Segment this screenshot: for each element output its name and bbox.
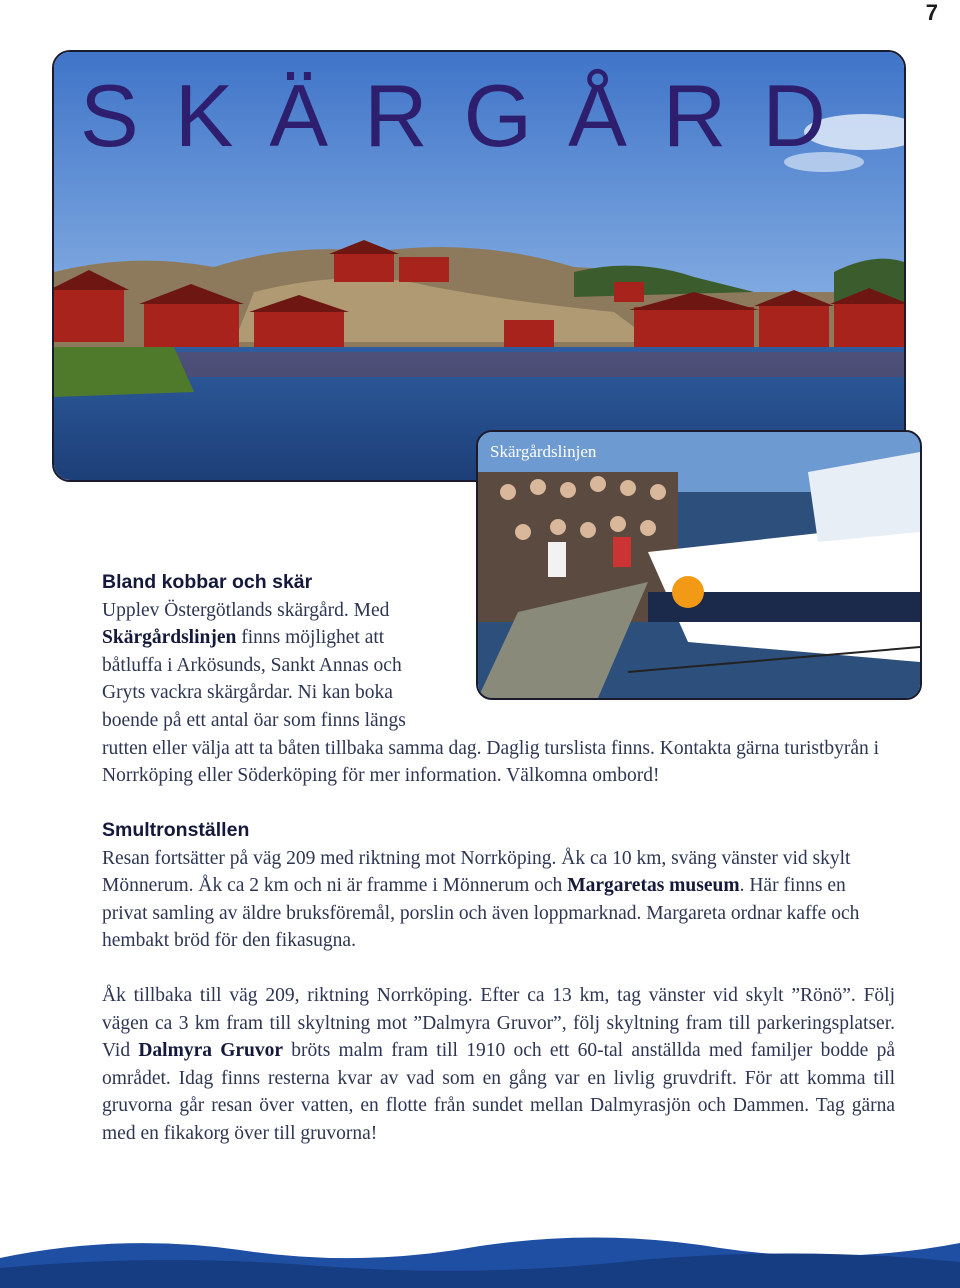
section1-line4: Gryts vackra skärgårdar. Ni kan boka xyxy=(102,682,393,704)
hero-title: SKÄRGÅRD xyxy=(80,66,862,165)
section2-text2: . Här finns en privat samling av äldre bruksföremål, porslin och även loppmarknad. Margareta ordnar kaffe och hembakt bröd för den fikasugna. xyxy=(102,875,860,952)
page-number: 7 xyxy=(925,0,938,25)
section2-text1: Resan fortsätter på väg 209 med riktning mot Norrköping. Åk ca 10 km, sväng vänster vid skylt Mönnerum. Åk ca 2 km och ni är framme i Mönnerum och xyxy=(102,847,851,897)
section1-bold: Skärgårdslinjen xyxy=(102,627,237,649)
section2-bold: Margaretas museum xyxy=(567,875,740,897)
section1-line1: Upplev Östergötlands skärgård. Med xyxy=(102,599,390,621)
section1-rest: rutten eller välja att ta båten tillbaka samma dag. Daglig turslista finns. Kontakta gärna turistbyrån i Norrköping eller Söderköping för mer information. Välkomna ombord! xyxy=(102,737,880,787)
section3-text1: Åk tillbaka till väg 209, riktning Norrköping. Efter ca 13 km, tag vänster vid skylt ”Rönö”. Följ vägen ca 3 km fram till skyltning mot ”Dalmyra Gruvor”, följ skyltning fram till parkeringsplatser. Vid xyxy=(102,985,895,1062)
section3-bold: Dalmyra Gruvor xyxy=(138,1040,284,1062)
section1-heading: Bland kobbar och skär xyxy=(102,571,313,593)
section1-line2-rest: finns möjlighet att xyxy=(236,627,385,649)
section3-text2: bröts malm fram till 1910 och ett 60-tal anställda med familjer bodde på området. Idag finns resterna kvar av vad som en gång var en livlig gruvdrift. För att komma till gruvorna går resan över vatten, en flotte från sundet mellan Dalmyrasjön och Dammen. Tag gärna med en fikakorg över till gruvorna! xyxy=(102,1040,895,1144)
section-skargardslinjen xyxy=(102,569,882,790)
section-dalmyra xyxy=(102,982,895,1148)
section1-line2 xyxy=(102,624,482,652)
footer-wave xyxy=(0,1228,960,1288)
section2-heading: Smultronställen xyxy=(102,819,250,841)
section-smultronstallen xyxy=(102,817,892,955)
section1-line3: båtluffa i Arkösunds, Sankt Annas och xyxy=(102,654,402,676)
section1-line5: boende på ett antal öar som finns längs xyxy=(102,709,406,731)
inset-caption: Skärgårdslinjen xyxy=(490,442,597,461)
